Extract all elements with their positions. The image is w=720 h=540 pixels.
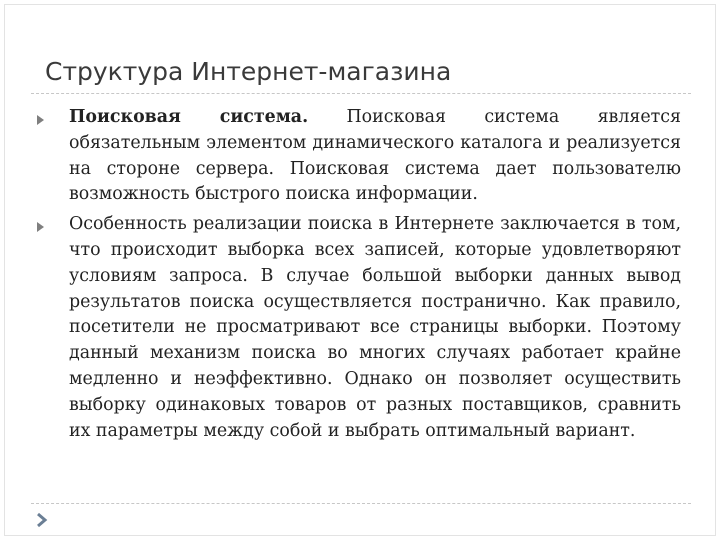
bullet-body: Особенность реализации поиска в Интернете заключается в том, что происходит выборка всех записей, которые удовлетворяют условиям запроса. В случае большой выборки данных вывод результатов поиска осуществляется постранично. Как правило, посетители не просматривают все страницы выборки. Поэтому данный механизм поиска во многих случаях работает крайне медленно и неэффективно. Однако он позволяет осуществить выборку одинаковых товаров от разных поставщиков, сравнить их параметры между собой и выбрать оптимальный вариант. (69, 214, 681, 441)
title-divider (31, 93, 691, 94)
bullet-text (69, 105, 681, 208)
bullet-item-search-features (33, 212, 681, 444)
bullet-text (69, 212, 681, 444)
bullet-body: Поисковая система является обязательным элементом динамического каталога и реализуется на стороне сервера. Поисковая система дает пользователю возможность быстрого поиска информации. (69, 107, 681, 205)
triangle-bullet-icon (37, 222, 44, 232)
bottom-divider (31, 503, 691, 504)
chevron-right-icon[interactable] (33, 511, 51, 529)
triangle-bullet-icon (37, 115, 44, 125)
slide-frame (4, 4, 716, 536)
bullet-lead: Поисковая система. (69, 107, 309, 127)
slide-content (33, 105, 681, 448)
bullet-item-search-system (33, 105, 681, 208)
slide-title: Структура Интернет-магазина (45, 57, 452, 86)
